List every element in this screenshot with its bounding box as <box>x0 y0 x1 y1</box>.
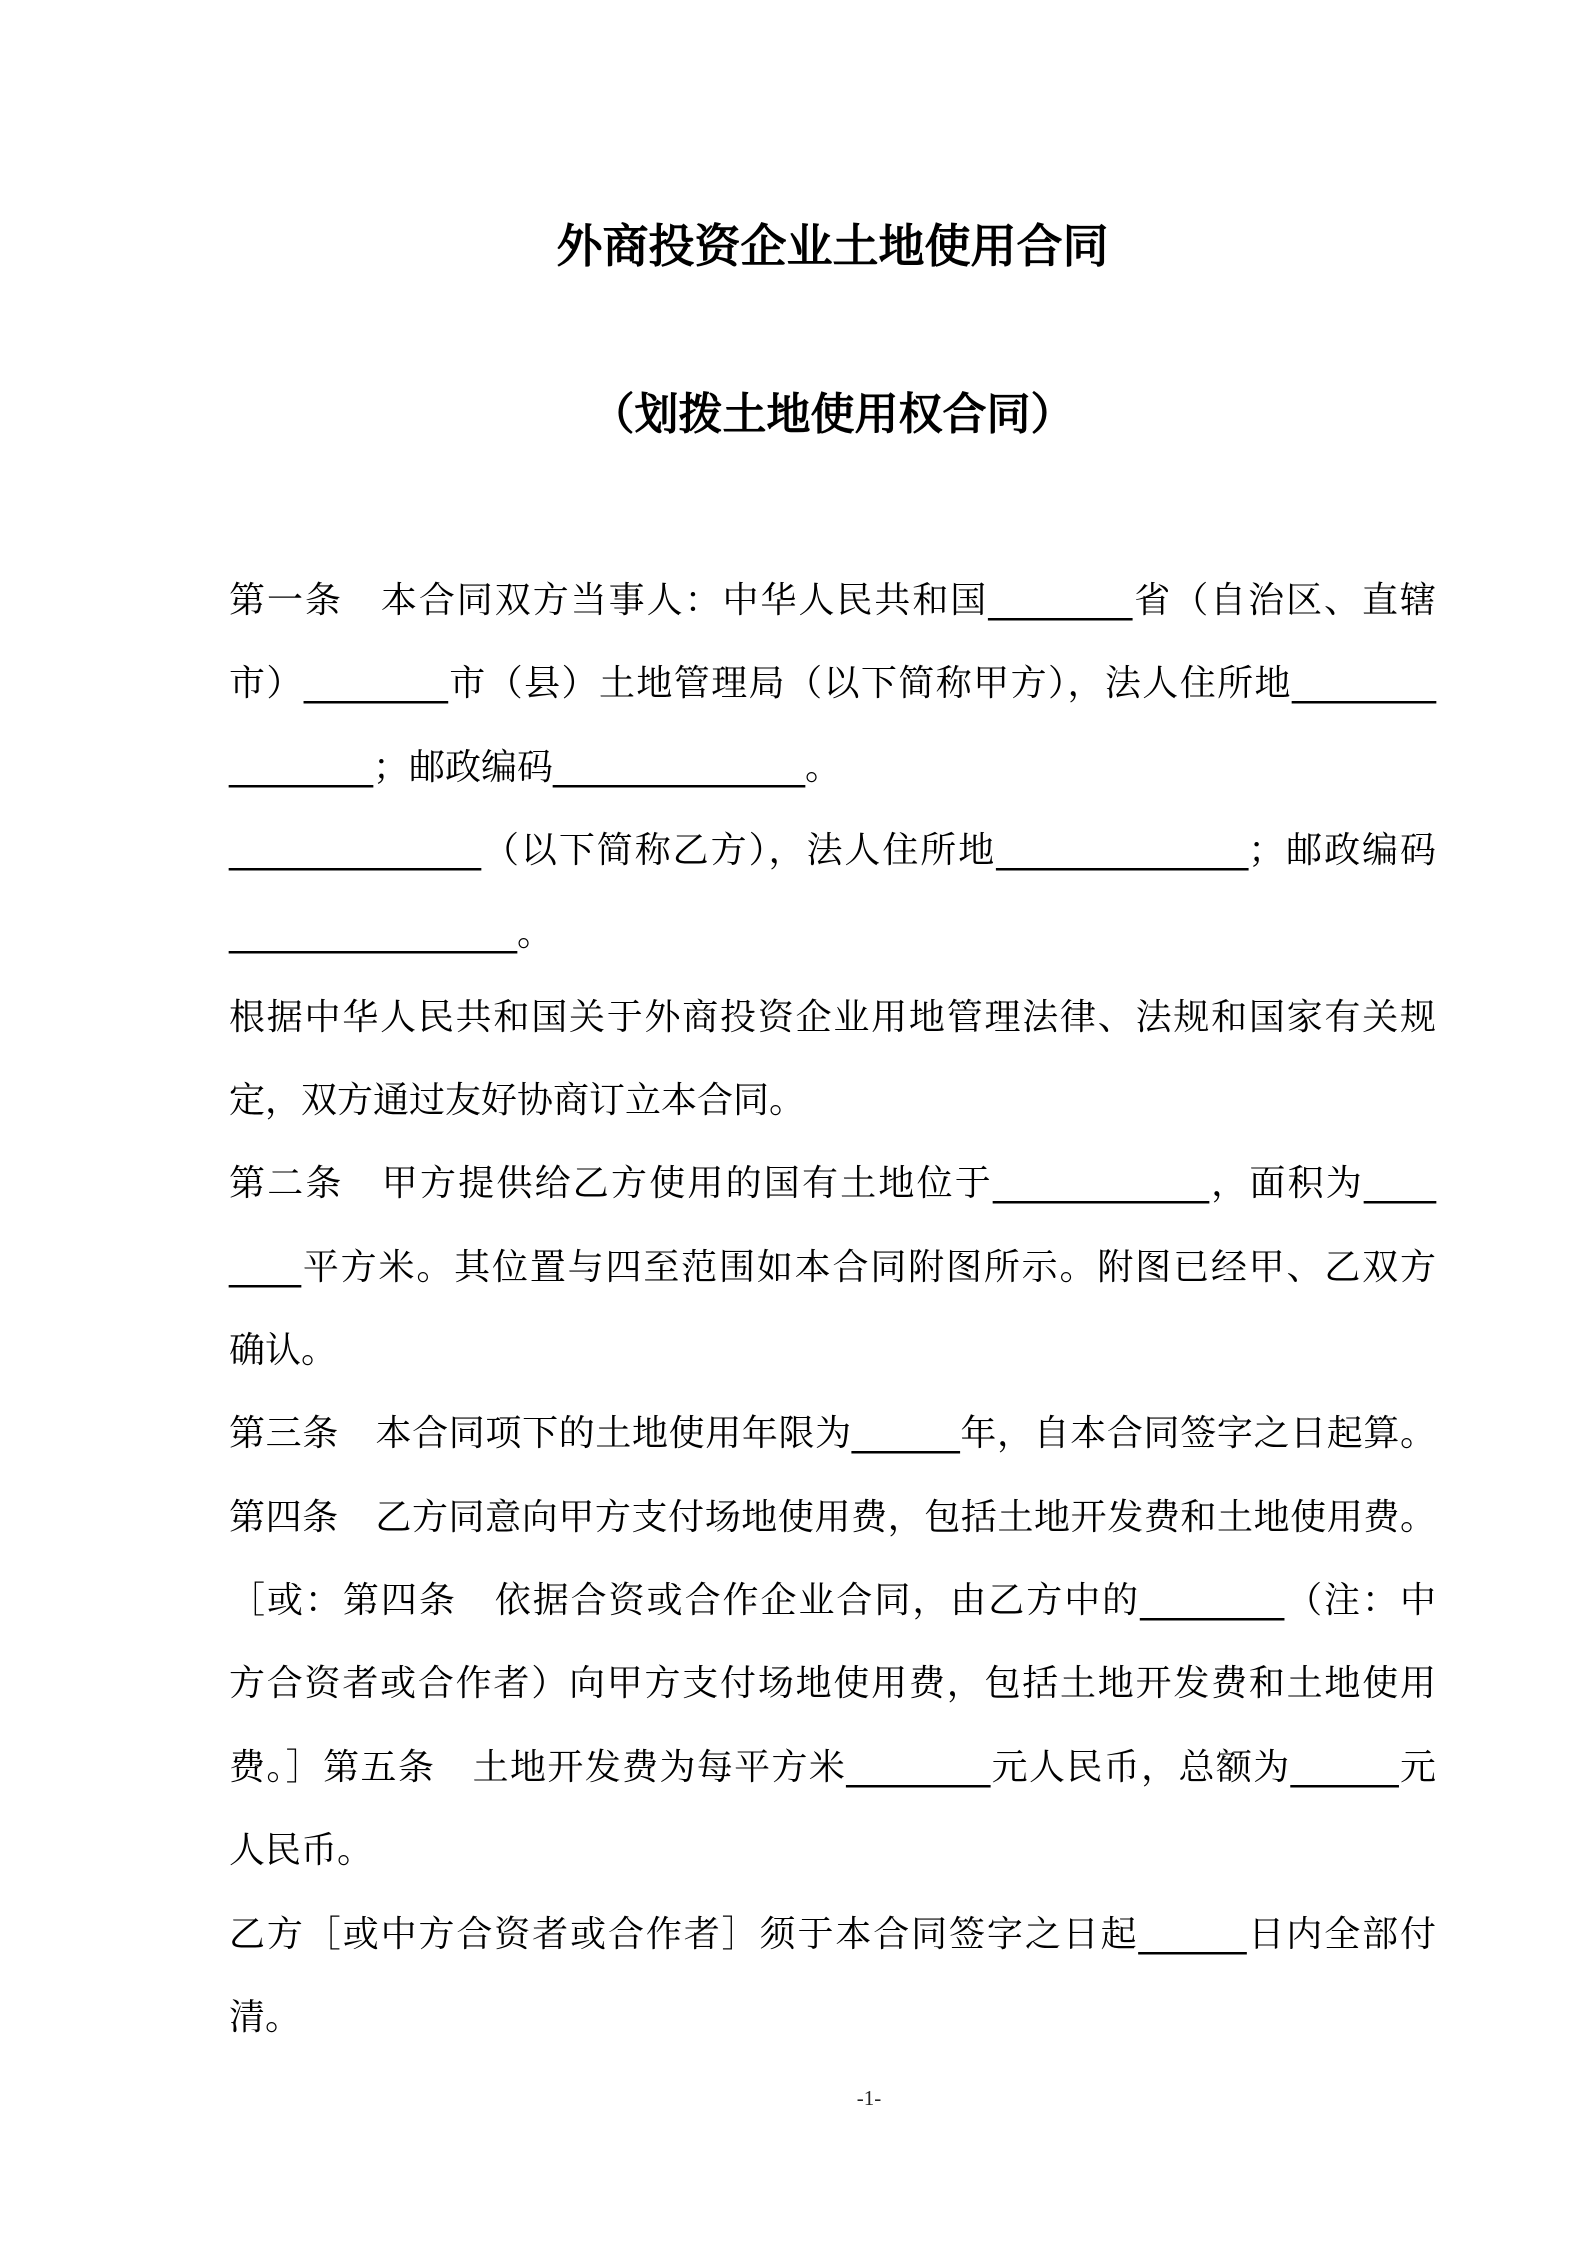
party-b-clause <box>229 809 1436 976</box>
text-line: ____平方米。其位置与四至范围如本合同附图所示。附图已经甲、乙双方 <box>229 1246 1436 1288</box>
contract-body <box>229 559 1436 2059</box>
document-subtitle: （划拨土地使用权合同） <box>590 389 1075 440</box>
page-number: -1- <box>856 2086 882 2110</box>
text-line: 第三条 本合同项下的土地使用年限为______年，自本合同签字之日起算。 <box>229 1413 1436 1455</box>
preamble-clause <box>229 976 1436 1143</box>
text-line: 第四条 乙方同意向甲方支付场地使用费，包括土地开发费和土地使用费。 <box>229 1496 1436 1538</box>
text-line: ________________。 <box>229 913 553 955</box>
article-4-alternative-and-article-5 <box>229 1559 1436 1892</box>
text-line: ______________（以下简称乙方），法人住所地______________；邮政编码 <box>229 830 1436 872</box>
article-1-parties <box>229 559 1436 809</box>
text-line: 第一条 本合同双方当事人：中华人民共和国________省（自治区、直辖 <box>229 580 1436 621</box>
text-line: 定，双方通过友好协商订立本合同。 <box>229 1080 806 1122</box>
document-title: 外商投资企业土地使用合同 <box>556 219 1109 273</box>
article-2-land-location <box>229 1142 1436 1392</box>
text-line: 乙方［或中方合资者或合作者］须于本合同签字之日起______日内全部付 <box>229 1913 1436 1955</box>
text-line: 第二条 甲方提供给乙方使用的国有土地位于____________，面积为____ <box>229 1163 1436 1205</box>
text-line: ［或：第四条 依据合资或合作企业合同，由乙方中的________（注：中 <box>229 1580 1436 1622</box>
text-line: 根据中华人民共和国关于外商投资企业用地管理法律、法规和国家有关规 <box>229 996 1436 1038</box>
text-line: 费。］第五条 土地开发费为每平方米________元人民币，总额为______元 <box>229 1746 1436 1788</box>
text-line: 市）________市（县）土地管理局（以下简称甲方），法人住所地________ <box>229 663 1436 705</box>
text-line: ________；邮政编码______________。 <box>229 746 842 788</box>
text-line: 方合资者或合作者）向甲方支付场地使用费，包括土地开发费和土地使用 <box>229 1663 1436 1705</box>
payment-deadline-clause <box>229 1893 1436 2060</box>
text-line: 清。 <box>229 1996 302 2038</box>
article-3-term <box>229 1392 1436 1475</box>
text-line: 人民币。 <box>229 1830 374 1872</box>
text-line: 确认。 <box>229 1330 338 1372</box>
article-4-fees <box>229 1476 1436 1559</box>
